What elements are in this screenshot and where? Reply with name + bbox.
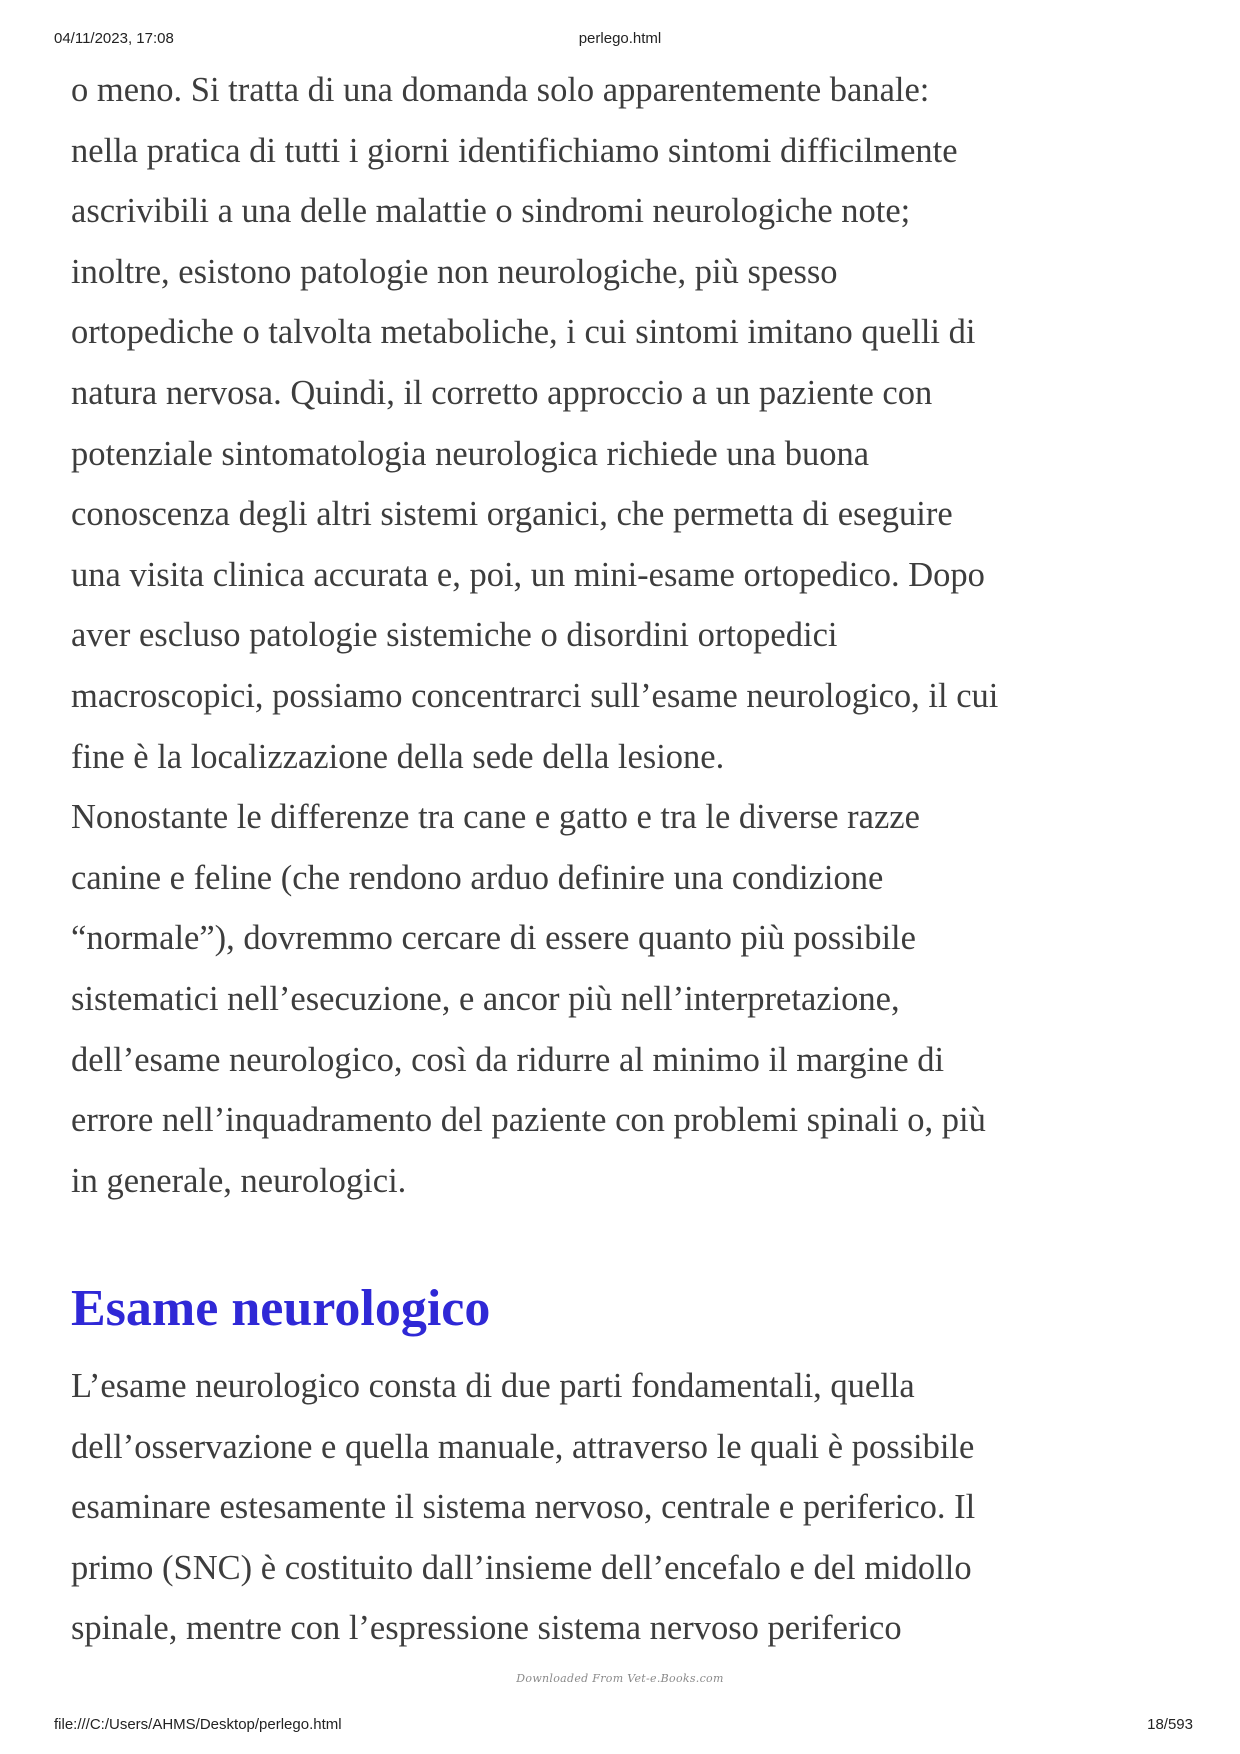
text-line: canine e feline (che rendono arduo definire una condizione — [71, 858, 884, 897]
text-line: conoscenza degli altri sistemi organici, che permetta di eseguire — [71, 495, 953, 534]
text-line: “normale”), dovremmo cercare di essere quanto più possibile — [71, 919, 916, 958]
download-watermark: Downloaded From Vet-e.Books.com — [516, 1672, 724, 1685]
text-line: potenziale sintomatologia neurologica richiede una buona — [71, 434, 870, 473]
page-counter: 18/593 — [1147, 1716, 1193, 1733]
text-line: aver escluso patologie sistemiche o disordini ortopedici — [71, 616, 838, 655]
print-header — [0, 30, 1240, 50]
print-footer — [0, 1716, 1240, 1736]
text-line: in generale, neurologici. — [71, 1161, 407, 1200]
print-datetime: 04/11/2023, 17:08 — [54, 30, 174, 47]
section-heading: Esame neurologico — [71, 1280, 491, 1337]
paragraph-1 — [71, 60, 1186, 787]
text-line: una visita clinica accurata e, poi, un mini-esame ortopedico. Dopo — [71, 555, 985, 594]
paragraph-3 — [71, 1356, 1186, 1659]
text-line: L’esame neurologico consta di due parti fondamentali, quella — [71, 1367, 915, 1405]
text-line: dell’esame neurologico, così da ridurre al minimo il margine di — [71, 1040, 945, 1079]
text-line: errore nell’inquadramento del paziente con problemi spinali o, più — [71, 1101, 986, 1140]
text-line: nella pratica di tutti i giorni identifichiamo sintomi difficilmente — [71, 131, 958, 170]
text-line: sistematici nell’esecuzione, e ancor più nell’interpretazione, — [71, 979, 900, 1018]
body-text-top — [71, 60, 1186, 1211]
text-line: o meno. Si tratta di una domanda solo apparentemente banale: — [71, 71, 930, 109]
text-line: fine è la localizzazione della sede della lesione. — [71, 737, 725, 776]
paragraph-2 — [71, 787, 1186, 1211]
body-text-section — [71, 1356, 1186, 1659]
print-page-name: perlego.html — [578, 30, 662, 47]
text-line: ortopediche o talvolta metaboliche, i cui sintomi imitano quelli di — [71, 313, 976, 352]
text-line: dell’osservazione e quella manuale, attraverso le quali è possibile — [71, 1427, 975, 1466]
text-line: natura nervosa. Quindi, il corretto approccio a un paziente con — [71, 373, 933, 412]
file-path: file:///C:/Users/AHMS/Desktop/perlego.html — [54, 1716, 342, 1733]
text-line: ascrivibili a una delle malattie o sindromi neurologiche note; — [71, 192, 911, 231]
text-line: spinale, mentre con l’espressione sistema nervoso periferico — [71, 1609, 902, 1648]
text-line: inoltre, esistono patologie non neurologiche, più spesso — [71, 252, 838, 291]
text-line: esaminare estesamente il sistema nervoso, centrale e periferico. Il — [71, 1488, 976, 1527]
text-line: Nonostante le differenze tra cane e gatto e tra le diverse razze — [71, 798, 920, 837]
text-line: primo (SNC) è costituito dall’insieme dell’encefalo e del midollo — [71, 1548, 972, 1587]
text-line: macroscopici, possiamo concentrarci sull’esame neurologico, il cui — [71, 676, 999, 715]
